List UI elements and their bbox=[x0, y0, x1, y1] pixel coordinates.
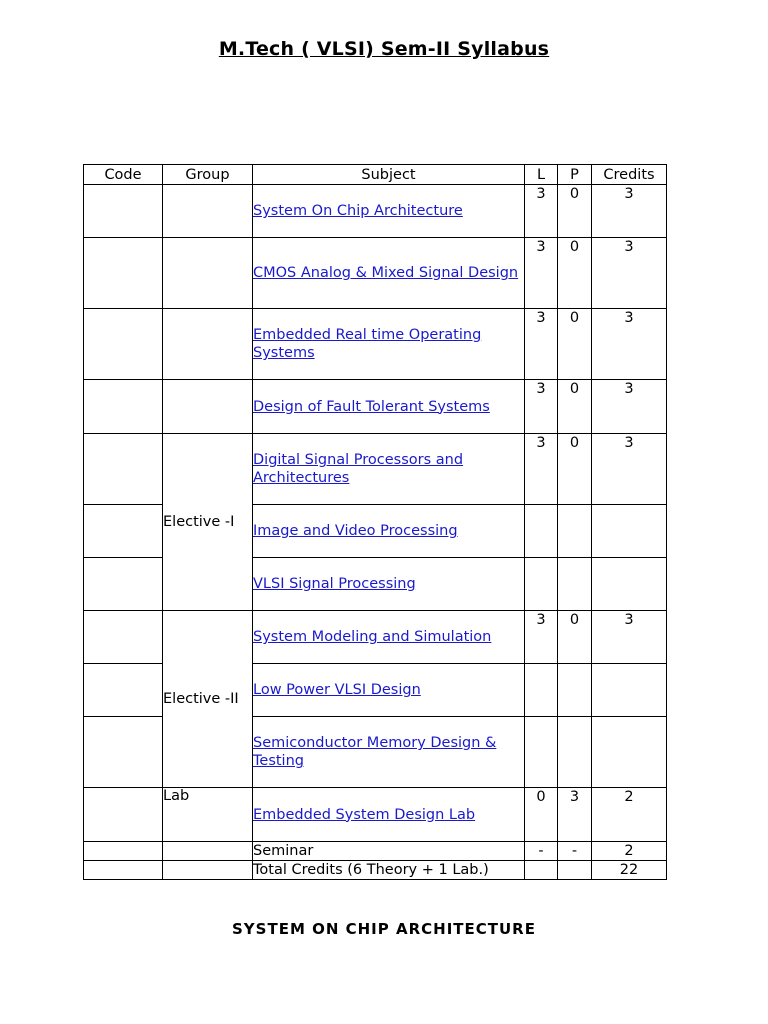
group-cell bbox=[163, 185, 253, 238]
p-cell bbox=[558, 558, 592, 611]
credits-cell: 3 bbox=[592, 380, 667, 434]
subject-cell bbox=[253, 664, 525, 717]
l-cell: 3 bbox=[525, 380, 558, 434]
total-credits-value: 22 bbox=[592, 861, 667, 880]
code-cell bbox=[84, 505, 163, 558]
group-cell bbox=[163, 380, 253, 434]
subject-cell bbox=[253, 380, 525, 434]
p-cell bbox=[558, 717, 592, 788]
credits-cell: 3 bbox=[592, 238, 667, 309]
credits-cell: 3 bbox=[592, 434, 667, 505]
credits-cell: 3 bbox=[592, 185, 667, 238]
l-cell: 3 bbox=[525, 238, 558, 309]
group-elective-1: Elective -I bbox=[163, 434, 253, 611]
subject-link[interactable]: Design of Fault Tolerant Systems bbox=[253, 398, 490, 415]
code-cell bbox=[84, 717, 163, 788]
credits-cell: 2 bbox=[592, 788, 667, 842]
code-cell bbox=[84, 861, 163, 880]
l-cell: 3 bbox=[525, 434, 558, 505]
total-credits-label: Total Credits (6 Theory + 1 Lab.) bbox=[253, 861, 525, 880]
p-cell: 0 bbox=[558, 434, 592, 505]
credits-cell: 3 bbox=[592, 309, 667, 380]
p-cell bbox=[558, 505, 592, 558]
table-row bbox=[84, 611, 667, 664]
header-code: Code bbox=[84, 165, 163, 185]
table-row bbox=[84, 238, 667, 309]
p-cell: 0 bbox=[558, 185, 592, 238]
subject-cell bbox=[253, 611, 525, 664]
code-cell bbox=[84, 842, 163, 861]
table-row bbox=[84, 309, 667, 380]
header-credits: Credits bbox=[592, 165, 667, 185]
group-cell bbox=[163, 238, 253, 309]
subject-cell bbox=[253, 185, 525, 238]
l-cell bbox=[525, 664, 558, 717]
header-p: P bbox=[558, 165, 592, 185]
subject-cell: Seminar bbox=[253, 842, 525, 861]
p-cell: 0 bbox=[558, 238, 592, 309]
code-cell bbox=[84, 309, 163, 380]
code-cell bbox=[84, 664, 163, 717]
code-cell bbox=[84, 238, 163, 309]
code-cell bbox=[84, 380, 163, 434]
header-l: L bbox=[525, 165, 558, 185]
p-cell: 3 bbox=[558, 788, 592, 842]
header-group: Group bbox=[163, 165, 253, 185]
group-cell bbox=[163, 861, 253, 880]
p-cell: 0 bbox=[558, 611, 592, 664]
code-cell bbox=[84, 788, 163, 842]
subject-cell bbox=[253, 309, 525, 380]
subject-cell bbox=[253, 717, 525, 788]
credits-cell: 3 bbox=[592, 611, 667, 664]
page-title: M.Tech ( VLSI) Sem-II Syllabus bbox=[218, 38, 550, 60]
subject-link[interactable]: Digital Signal Processors and Architectures bbox=[253, 452, 464, 486]
p-cell: 0 bbox=[558, 309, 592, 380]
l-cell bbox=[525, 717, 558, 788]
l-cell bbox=[525, 558, 558, 611]
subject-cell bbox=[253, 505, 525, 558]
group-elective-2: Elective -II bbox=[163, 611, 253, 788]
subject-link[interactable]: Low Power VLSI Design bbox=[253, 682, 421, 698]
code-cell bbox=[84, 611, 163, 664]
table-header-row bbox=[84, 165, 667, 185]
credits-cell: 2 bbox=[592, 842, 667, 861]
subject-link[interactable]: System On Chip Architecture bbox=[253, 203, 463, 219]
subject-cell bbox=[253, 434, 525, 505]
table-row-total bbox=[84, 861, 667, 880]
l-cell: 3 bbox=[525, 611, 558, 664]
header-subject: Subject bbox=[253, 165, 525, 185]
table-row bbox=[84, 842, 667, 861]
l-cell: 0 bbox=[525, 788, 558, 842]
subject-link[interactable]: Embedded Real time Operating Systems bbox=[253, 327, 482, 361]
credits-cell bbox=[592, 558, 667, 611]
l-cell: 3 bbox=[525, 185, 558, 238]
p-cell bbox=[558, 664, 592, 717]
subject-link[interactable]: Semiconductor Memory Design & Testing bbox=[253, 735, 497, 769]
code-cell bbox=[84, 558, 163, 611]
l-cell: 3 bbox=[525, 309, 558, 380]
credits-cell bbox=[592, 717, 667, 788]
subject-cell bbox=[253, 558, 525, 611]
subject-link[interactable]: Embedded System Design Lab bbox=[253, 806, 476, 823]
syllabus-table bbox=[83, 164, 667, 880]
l-cell bbox=[525, 861, 558, 880]
subject-link[interactable]: VLSI Signal Processing bbox=[253, 576, 416, 592]
group-lab: Lab bbox=[163, 788, 253, 842]
p-cell: 0 bbox=[558, 380, 592, 434]
subject-cell bbox=[253, 238, 525, 309]
group-cell bbox=[163, 309, 253, 380]
subject-link[interactable]: CMOS Analog & Mixed Signal Design bbox=[253, 265, 519, 281]
table-row bbox=[84, 788, 667, 842]
credits-cell bbox=[592, 664, 667, 717]
group-cell bbox=[163, 842, 253, 861]
l-cell: - bbox=[525, 842, 558, 861]
code-cell bbox=[84, 434, 163, 505]
code-cell bbox=[84, 185, 163, 238]
section-heading: SYSTEM ON CHIP ARCHITECTURE bbox=[232, 920, 536, 938]
table-row bbox=[84, 434, 667, 505]
p-cell bbox=[558, 861, 592, 880]
table-row bbox=[84, 380, 667, 434]
subject-link[interactable]: System Modeling and Simulation bbox=[253, 629, 492, 645]
subject-cell bbox=[253, 788, 525, 842]
l-cell bbox=[525, 505, 558, 558]
subject-link[interactable]: Image and Video Processing bbox=[253, 523, 458, 539]
p-cell: - bbox=[558, 842, 592, 861]
credits-cell bbox=[592, 505, 667, 558]
table-row bbox=[84, 185, 667, 238]
